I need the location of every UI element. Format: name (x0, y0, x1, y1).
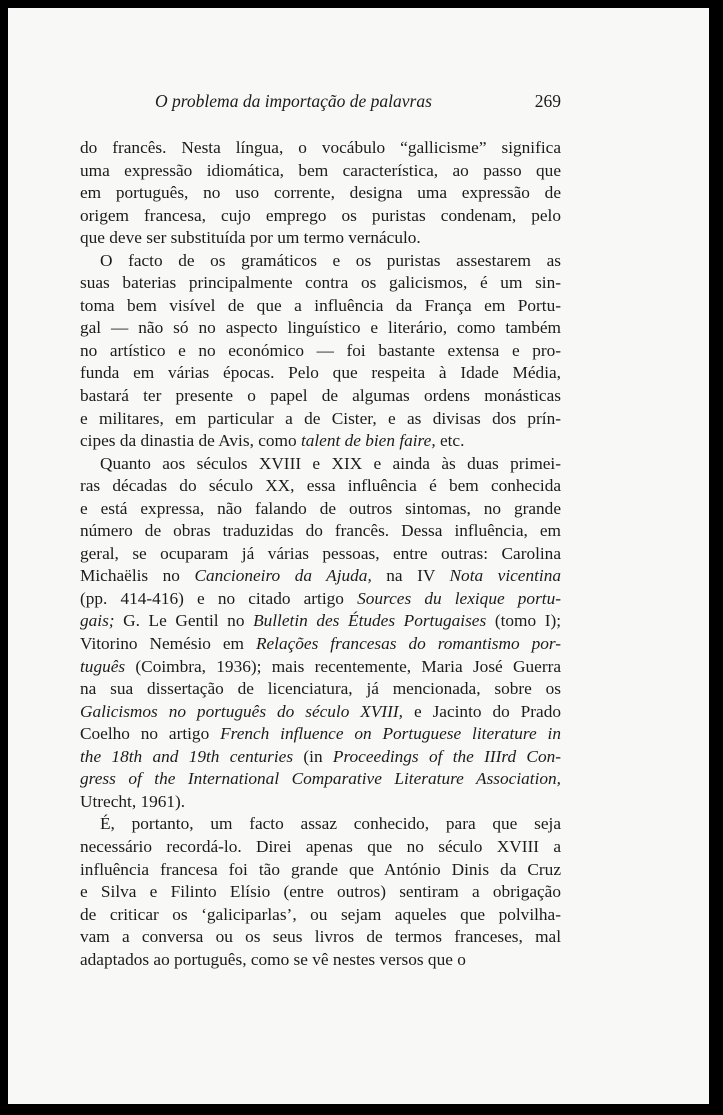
text-segment: Quanto aos séculos XVIII e XIX e ainda às duas primei- (100, 453, 561, 473)
text-line (80, 430, 561, 453)
text-line (80, 160, 561, 183)
text-line (80, 227, 561, 250)
text-segment: adaptados ao português, como se vê nestes versos que o (80, 949, 466, 969)
text-line (80, 453, 561, 476)
text-line (80, 949, 561, 972)
text-line (80, 791, 561, 814)
text-segment: em português, no uso corrente, designa uma expressão de (80, 183, 561, 203)
text-line (80, 543, 561, 566)
text-line (80, 813, 561, 836)
text-line (80, 904, 561, 927)
text-segment: na IV (371, 566, 450, 586)
text-segment: origem francesa, cujo emprego os puristas condenam, pelo (80, 205, 561, 225)
text-segment: Bulletin des Études Portugaises (253, 611, 487, 631)
text-line (80, 678, 561, 701)
text-line (80, 588, 561, 611)
text-segment: Utrecht, 1961). (80, 791, 186, 811)
text-line (80, 385, 561, 408)
text-segment: ras décadas do século XX, essa influência é bem conhecida (80, 476, 561, 496)
text-segment: the 18th and 19th centuries (80, 746, 294, 766)
text-line (80, 723, 561, 746)
text-line (80, 272, 561, 295)
text-line (80, 610, 561, 633)
text-line (80, 475, 561, 498)
book-page (8, 8, 709, 1104)
page-number: 269 (534, 91, 561, 111)
text-line (80, 656, 561, 679)
text-line (80, 137, 561, 160)
text-segment: do francês. Nesta língua, o vocábulo “gallicisme” significa (80, 138, 561, 157)
text-segment: (pp. 414-416) e no citado artigo (80, 588, 358, 608)
text-segment: French influence on Portuguese literature in (220, 724, 561, 744)
text-line (80, 362, 561, 385)
text-line (80, 881, 561, 904)
text-segment: Relações francesas do romantismo por- (255, 634, 561, 654)
text-segment: (in (293, 746, 333, 766)
text-segment: Sources du lexique portu- (357, 588, 561, 608)
text-segment: Cancioneiro da Ajuda, (194, 566, 372, 586)
running-title: O problema da importação de palavras (155, 91, 432, 111)
text-segment: no artístico e no económico — foi bastante extensa e pro- (80, 340, 561, 360)
text-segment: gal — não só no aspecto linguístico e literário, como também (80, 318, 561, 338)
text-segment: bastará ter presente o papel de algumas ordens monásticas (80, 386, 561, 406)
text-segment: tuguês (80, 656, 126, 676)
text-segment: O facto de os gramáticos e os puristas assestarem as (100, 250, 561, 270)
text-segment: funda em várias épocas. Pelo que respeita à Idade Média, (80, 363, 561, 383)
text-line (80, 520, 561, 543)
text-line (80, 633, 561, 656)
text-line (80, 565, 561, 588)
text-segment: número de obras traduzidas do francês. Dessa influência, em (80, 521, 561, 541)
text-line (80, 250, 561, 273)
text-line (80, 205, 561, 228)
text-segment: (tomo I); (486, 611, 561, 631)
text-line (80, 182, 561, 205)
text-segment: Michaëlis no (80, 566, 195, 586)
text-segment: Nota vicentina (449, 566, 561, 586)
text-segment: Vitorino Nemésio em (80, 634, 256, 654)
text-segment: na sua dissertação de licenciatura, já mencionada, sobre os (80, 679, 561, 699)
text-segment: talent de bien faire, (300, 431, 436, 451)
text-segment: Coelho no artigo (80, 724, 221, 744)
text-segment: etc. (435, 431, 465, 451)
text-segment: influência francesa foi tão grande que António Dinis da Cruz (80, 859, 561, 879)
text-segment: G. Le Gentil no (114, 611, 254, 631)
text-line (80, 340, 561, 363)
text-segment: gress of the International Comparative Literature Association, (80, 769, 561, 789)
text-segment: e militares, em particular a de Cister, e as divisas dos prín- (80, 408, 561, 428)
text-segment: uma expressão idiomática, bem característica, ao passo que (80, 160, 561, 180)
body-text (80, 137, 561, 971)
text-segment: vam a conversa ou os seus livros de termos franceses, mal (80, 927, 561, 947)
text-line (80, 701, 561, 724)
text-segment: de criticar os ‘galiciparlas’, ou sejam aqueles que polvilha- (80, 904, 561, 924)
text-segment: e Silva e Filinto Elísio (entre outros) sentiram a obrigação (80, 882, 561, 902)
text-segment: suas baterias principalmente contra os galicismos, é um sin- (80, 273, 561, 293)
text-segment: que deve ser substituída por um termo vernáculo. (80, 228, 421, 248)
text-segment: Proceedings of the IIIrd Con- (332, 746, 561, 766)
text-line (80, 746, 561, 769)
text-segment: toma bem visível de que a influência da França em Portu- (80, 295, 561, 315)
text-line (80, 408, 561, 431)
text-segment: e Jacinto do Prado (403, 701, 561, 721)
text-segment: Galicismos no português do século XVIII, (80, 701, 404, 721)
text-segment: geral, se ocuparam já várias pessoas, entre outras: Carolina (80, 543, 561, 563)
text-line (80, 859, 561, 882)
text-segment: gais; (80, 611, 115, 631)
text-line (80, 295, 561, 318)
text-line (80, 768, 561, 791)
text-segment: e está expressa, não falando de outros sintomas, no grande (80, 498, 561, 518)
text-line (80, 498, 561, 521)
text-line (80, 317, 561, 340)
text-segment: (Coimbra, 1936); mais recentemente, Maria José Guerra (125, 656, 561, 676)
text-line (80, 926, 561, 949)
text-segment: necessário recordá-lo. Direi apenas que no século XVIII a (80, 836, 561, 856)
text-segment: É, portanto, um facto assaz conhecido, para que seja (100, 814, 561, 834)
text-line (80, 836, 561, 859)
text-segment: cipes da dinastia de Avis, como (80, 431, 301, 451)
